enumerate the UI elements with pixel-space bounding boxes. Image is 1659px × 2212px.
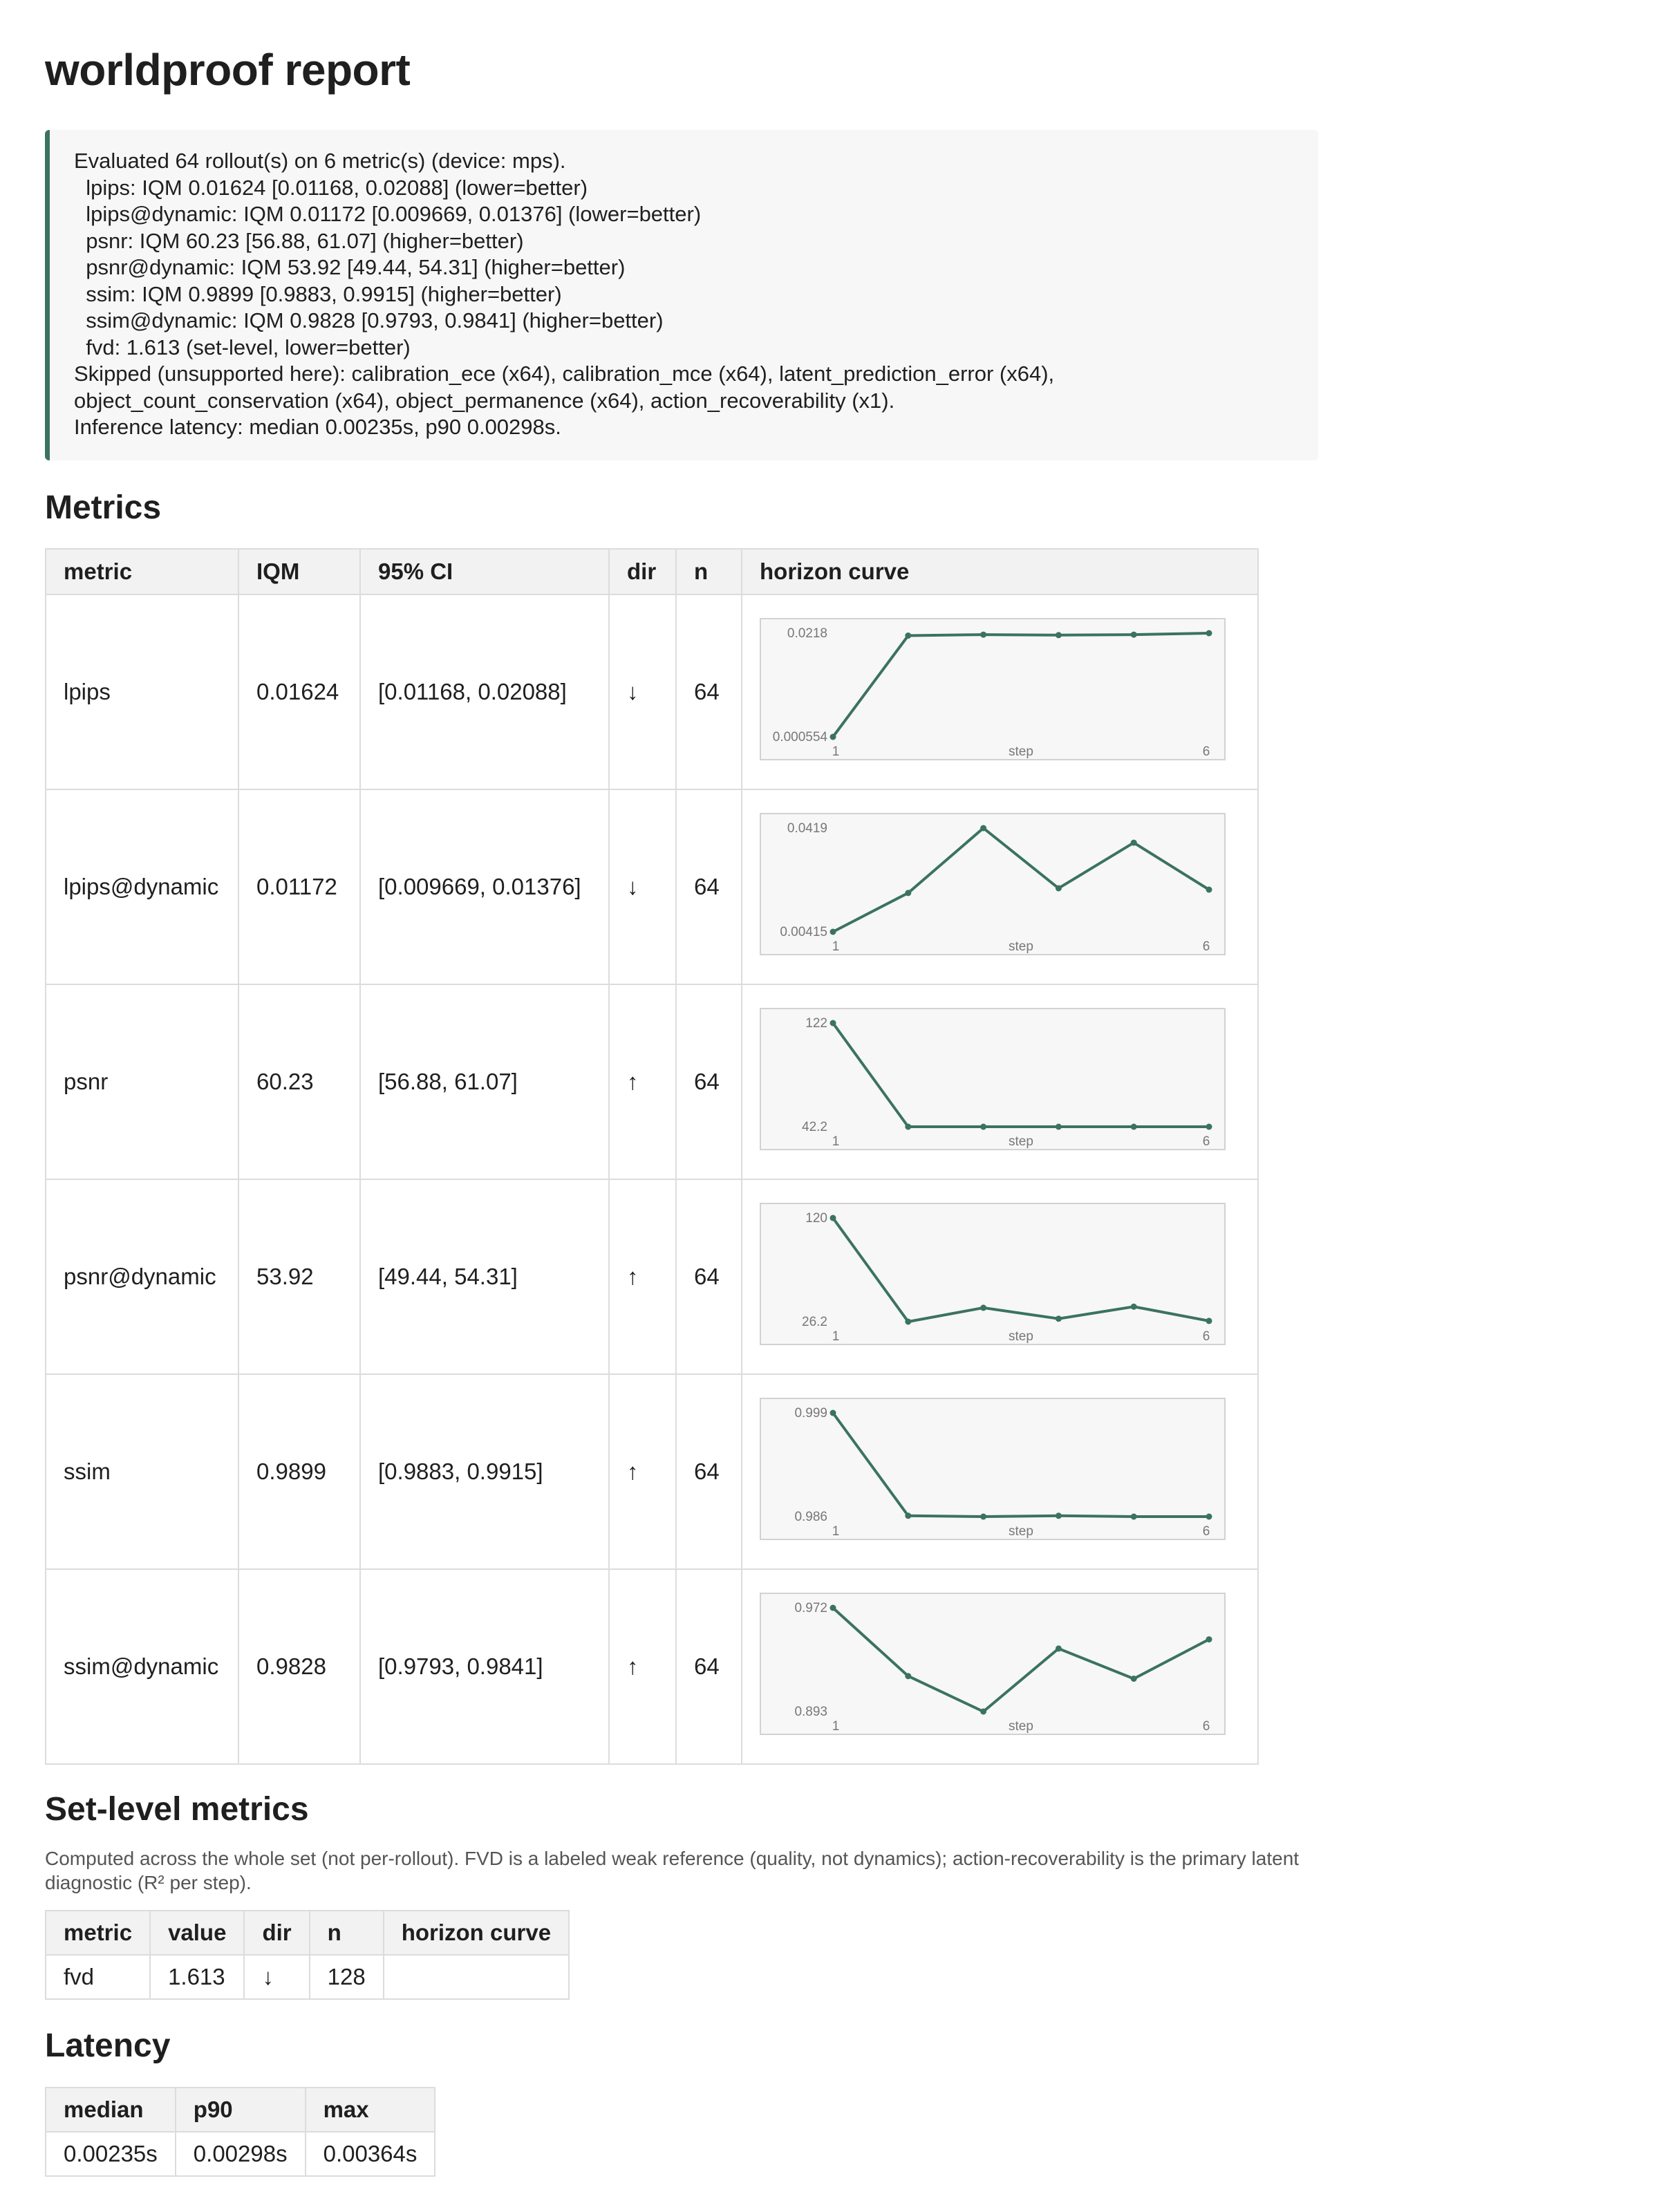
y-min-label: 0.893 [794,1704,827,1719]
x-last-label: 6 [1202,1329,1210,1344]
chart-frame [760,1593,1225,1734]
table-row [46,1955,569,1999]
y-max-label: 0.972 [794,1600,827,1615]
y-min-label: 0.986 [794,1509,827,1524]
direction-cell: ↑ [609,1374,676,1569]
x-axis-label: step [1009,939,1033,954]
metric-name-cell: lpips@dynamic [46,789,238,984]
data-point [980,631,986,637]
horizon-curve-cell [384,1955,569,1999]
x-first-label: 1 [832,744,840,759]
x-last-label: 6 [1202,1524,1210,1539]
summary-line: lpips: IQM 0.01624 [0.01168, 0.02088] (lower=better) [74,175,588,200]
data-point [1206,1513,1212,1519]
horizon-curve-cell [742,984,1258,1179]
summary-line: ssim: IQM 0.9899 [0.9883, 0.9915] (higher=better) [74,281,562,306]
data-point [1131,631,1137,637]
data-point [830,733,836,740]
data-point [905,1318,911,1324]
chart-frame [760,1203,1225,1344]
data-point [1206,1123,1212,1130]
data-point [1131,1513,1137,1519]
direction-cell: ↓ [609,789,676,984]
horizon-curve-cell [742,1179,1258,1374]
metric-name-cell: fvd [46,1955,150,1999]
summary-line: ssim@dynamic: IQM 0.9828 [0.9793, 0.9841] (higher=better) [74,308,664,332]
iqm-cell: 0.01172 [238,789,360,984]
data-point [980,1123,986,1130]
data-point [980,1304,986,1311]
chart-frame [760,1398,1225,1539]
data-point [905,890,911,896]
horizon-curve-cell [742,594,1258,789]
chart-frame [760,1009,1225,1150]
data-point [830,1604,836,1611]
horizon-curve-cell [742,1374,1258,1569]
horizon-curve-cell [742,789,1258,984]
data-point [905,1512,911,1519]
ci-cell: [0.9793, 0.9841] [360,1569,609,1764]
data-point [830,1215,836,1221]
horizon-curve-chart [760,1398,1226,1540]
y-max-label: 0.0218 [787,626,827,641]
data-point [1206,630,1212,636]
data-point [905,632,911,639]
horizon-curve-chart [760,813,1226,955]
data-point [1206,1318,1212,1324]
column-header-value: value [150,1911,244,1955]
data-point [1206,1636,1212,1642]
n-cell: 64 [676,789,742,984]
latency-header-row [46,2088,435,2132]
column-header-metric: metric [46,549,238,594]
y-min-label: 26.2 [802,1314,827,1329]
column-header-horizon-curve: horizon curve [742,549,1258,594]
metric-name-cell: lpips [46,594,238,789]
column-header-max: max [306,2088,435,2132]
x-first-label: 1 [832,1329,840,1344]
metrics-heading: Metrics [45,489,162,526]
ci-cell: [49.44, 54.31] [360,1179,609,1374]
data-point [830,1409,836,1416]
horizon-curve-chart [760,1203,1226,1345]
column-header-median: median [46,2088,176,2132]
column-header-ci: 95% CI [360,549,609,594]
iqm-cell: 53.92 [238,1179,360,1374]
max-cell: 0.00364s [306,2132,435,2176]
column-header-n: n [310,1911,384,1955]
direction-cell: ↑ [609,1569,676,1764]
horizon-curve-chart [760,618,1226,760]
data-point [830,1020,836,1026]
column-header-dir: dir [244,1911,309,1955]
median-cell: 0.00235s [46,2132,176,2176]
x-first-label: 1 [832,939,840,954]
x-last-label: 6 [1202,939,1210,954]
metrics-table [45,548,1259,1765]
y-max-label: 0.999 [794,1405,827,1421]
y-min-label: 42.2 [802,1119,827,1134]
table-row [46,1374,1258,1569]
x-last-label: 6 [1202,1134,1210,1149]
summary-line: Skipped (unsupported here): calibration_ece (x64), calibration_mce (x64), latent_prediction_error (x64), [74,362,1055,386]
table-row [46,789,1258,984]
x-last-label: 6 [1202,744,1210,759]
direction-cell: ↓ [609,594,676,789]
column-header-n: n [676,549,742,594]
ci-cell: [56.88, 61.07] [360,984,609,1179]
summary-block [45,130,1318,460]
data-point [905,1673,911,1679]
column-header-p90: p90 [176,2088,306,2132]
x-axis-label: step [1009,744,1033,759]
summary-line: psnr@dynamic: IQM 53.92 [49.44, 54.31] (higher=better) [74,255,626,279]
column-header-metric: metric [46,1911,150,1955]
y-min-label: 0.00415 [780,924,827,939]
horizon-curve-chart [760,1593,1226,1735]
x-first-label: 1 [832,1524,840,1539]
data-point [1056,632,1062,638]
chart-frame [760,619,1225,760]
n-cell: 64 [676,1569,742,1764]
x-last-label: 6 [1202,1718,1210,1734]
n-cell: 128 [310,1955,384,1999]
direction-cell: ↓ [244,1955,309,1999]
data-point [905,1123,911,1130]
metric-name-cell: ssim@dynamic [46,1569,238,1764]
set-level-note: Computed across the whole set (not per-rollout). FVD is a labeled weak reference (quality, not dynamics); action-recoverability is the primary latent diagnostic (R² per step). [45,1847,1300,1893]
p90-cell: 0.00298s [176,2132,306,2176]
ci-cell: [0.01168, 0.02088] [360,594,609,789]
data-point [1131,839,1137,845]
n-cell: 64 [676,1374,742,1569]
summary-line: psnr: IQM 60.23 [56.88, 61.07] (higher=better) [74,228,524,253]
iqm-cell: 0.01624 [238,594,360,789]
summary-line: fvd: 1.613 (set-level, lower=better) [74,335,411,359]
data-point [1056,885,1062,891]
ci-cell: [0.9883, 0.9915] [360,1374,609,1569]
table-row [46,1179,1258,1374]
latency-table [45,2087,435,2177]
metric-name-cell: psnr [46,984,238,1179]
summary-line: lpips@dynamic: IQM 0.01172 [0.009669, 0.01376] (lower=better) [74,202,702,226]
summary-line: Evaluated 64 rollout(s) on 6 metric(s) (device: mps). [74,149,566,173]
summary-line: object_count_conservation (x64), object_permanence (x64), action_recoverability (x1). [74,388,895,413]
table-row [46,594,1258,789]
n-cell: 64 [676,1179,742,1374]
direction-cell: ↑ [609,1179,676,1374]
x-axis-label: step [1009,1718,1033,1734]
x-axis-label: step [1009,1329,1033,1344]
data-point [1131,1123,1137,1130]
n-cell: 64 [676,594,742,789]
y-min-label: 0.000554 [772,729,827,744]
metrics-body [46,594,1258,1764]
data-point [1131,1676,1137,1682]
data-point [1056,1645,1062,1651]
y-max-label: 120 [805,1210,827,1226]
column-header-dir: dir [609,549,676,594]
data-point [1056,1315,1062,1322]
data-point [1056,1512,1062,1519]
x-first-label: 1 [832,1718,840,1734]
y-max-label: 0.0419 [787,821,827,836]
set-level-table [45,1910,570,2000]
page-title: worldproof report [45,45,411,95]
direction-cell: ↑ [609,984,676,1179]
iqm-cell: 60.23 [238,984,360,1179]
ci-cell: [0.009669, 0.01376] [360,789,609,984]
value-cell: 1.613 [150,1955,244,1999]
data-point [1056,1123,1062,1130]
column-header-horizon-curve: horizon curve [384,1911,569,1955]
table-row [46,2132,435,2176]
table-row [46,1569,1258,1764]
data-point [830,928,836,935]
column-header-iqm: IQM [238,549,360,594]
metrics-header-row [46,549,1258,594]
data-point [980,1708,986,1714]
iqm-cell: 0.9828 [238,1569,360,1764]
x-first-label: 1 [832,1134,840,1149]
data-point [1131,1303,1137,1309]
n-cell: 64 [676,984,742,1179]
y-max-label: 122 [805,1015,827,1031]
metric-name-cell: psnr@dynamic [46,1179,238,1374]
summary-line: Inference latency: median 0.00235s, p90 0.00298s. [74,415,561,439]
data-point [980,825,986,831]
x-axis-label: step [1009,1524,1033,1539]
set-level-header-row [46,1911,569,1955]
latency-heading: Latency [45,2027,171,2064]
data-point [1206,886,1212,892]
iqm-cell: 0.9899 [238,1374,360,1569]
table-row [46,984,1258,1179]
metric-name-cell: ssim [46,1374,238,1569]
data-point [980,1513,986,1519]
horizon-curve-cell [742,1569,1258,1764]
set-level-heading: Set-level metrics [45,1790,309,1828]
horizon-curve-chart [760,1008,1226,1150]
x-axis-label: step [1009,1134,1033,1149]
